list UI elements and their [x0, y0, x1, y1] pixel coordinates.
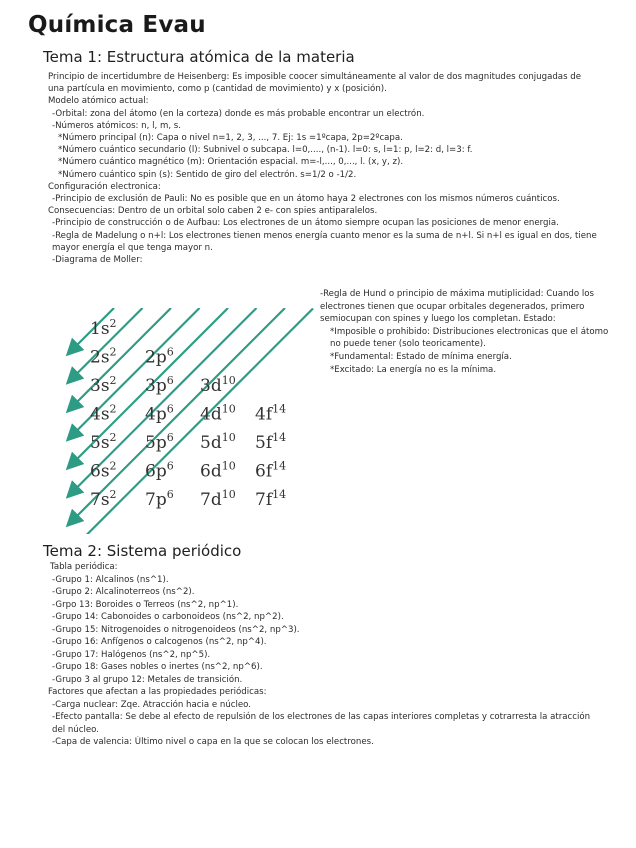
- grupo-15: -Grupo 15: Nitrogenoides o nitrogenoideos (ns^2, np^3).: [52, 624, 300, 635]
- tema2-body: [48, 561, 616, 749]
- page-title: Química Evau: [28, 12, 206, 38]
- orbital-label: $4d^{10}$: [200, 402, 236, 425]
- grupo-13: -Grpo 13: Boroides o Terreos (ns^2, np^1).: [52, 599, 239, 610]
- orbital-definition: -Orbital: zona del átomo (en la corteza) donde es más probable encontrar un electrón.: [52, 108, 425, 119]
- numero-secundario: *Número cuántico secundario (l): Subnivel o subcapa. l=0,...., (n-1). l=0: s, l=1: p, l=2: d, l=3: f.: [58, 145, 473, 156]
- orbital-label: $1s^2$: [90, 317, 117, 339]
- orbital-label: $4p^6$: [145, 402, 174, 425]
- factores-heading: Factores que afectan a las propiedades periódicas:: [48, 687, 267, 697]
- grupo-14: -Grupo 14: Cabonoides o carbonoideos (ns^2, np^2).: [52, 612, 284, 622]
- efecto-pantalla: -Efecto pantalla: Se debe al efecto de repulsión de los electrones de las capas interiores completas y cotrarresta la atracción del núcleo.: [52, 712, 591, 735]
- orbital-label: $5f^{14}$: [255, 431, 287, 453]
- orbital-label: $2p^6$: [145, 345, 174, 368]
- estado-fundamental: *Fundamental: Estado de mínima energía.: [330, 351, 512, 362]
- heisenberg-principle: Principio de incertidumbre de Heisenberg: Es imposible coocer simultáneamente al valor de dos magnitudes conjugadas de una partícula en movimiento, como p (cantidad de movimiento) y x (posición).: [48, 72, 582, 95]
- madelung-rule: -Regla de Madelung o n+l: Los electrones tienen menos energía cuanto menor es la suma de n+l. Si n+l es igual en dos, tiene mayor energía el que tenga mayor n.: [52, 230, 597, 253]
- capa-valencia: -Capa de valencia: Último nivel o capa en la que se colocan los electrones.: [52, 737, 374, 747]
- orbital-label: $2s^2$: [90, 345, 117, 368]
- consecuencias: Consecuencias: Dentro de un orbital solo caben 2 e- con spies antiparalelos.: [48, 206, 378, 217]
- hund-rule-block: [320, 288, 616, 376]
- orbital-label: $7s^2$: [90, 488, 117, 510]
- configuracion-heading: Configuración electronica:: [48, 181, 161, 192]
- estado-imposible: *Imposible o prohibido: Distribuciones electronicas que el átomo no puede tener (solo teoricamente).: [330, 326, 609, 350]
- hund-rule: -Regla de Hund o principio de máxima mutiplicidad: Cuando los electrones tienen que ocupar orbitales degenerados, primero semiocupan con spines y luego los completan. Estado:: [320, 289, 594, 325]
- numeros-atomicos: -Números atómicos: n, l, m, s.: [52, 120, 181, 131]
- orbital-label: $5d^{10}$: [200, 431, 236, 453]
- tabla-heading: Tabla periódica:: [50, 562, 118, 572]
- orbital-label: $6s^2$: [90, 459, 117, 482]
- modelo-heading: Modelo atómico actual:: [48, 96, 149, 107]
- grupo-3-12: -Grupo 3 al grupo 12: Metales de transición.: [52, 674, 243, 685]
- tema1-body: [48, 71, 616, 266]
- aufbau-principle: -Principio de construcción o de Aufbau: Los electrones de un átomo siempre ocupan las posiciones de menor energia.: [52, 218, 559, 229]
- numero-magnetico: *Número cuántico magnético (m): Orientación espacial. m=-l,..., 0,..., l. (x, y, z).: [58, 157, 404, 168]
- orbital-label: $7f^{14}$: [255, 488, 287, 510]
- orbital-label: $5s^2$: [90, 431, 117, 453]
- orbital-label: $5p^6$: [145, 431, 174, 453]
- orbital-label: $4s^2$: [90, 402, 117, 425]
- pauli-principle: -Principio de exclusión de Pauli: No es posible que en un átomo haya 2 electrones con los mismos números cuánticos.: [52, 194, 560, 205]
- grupo-2: -Grupo 2: Alcalinoterreos (ns^2).: [52, 587, 195, 597]
- tema2-heading: Tema 2: Sistema periódico: [43, 542, 242, 560]
- tema1-heading: Tema 1: Estructura atómica de la materia: [43, 48, 355, 66]
- carga-nuclear: -Carga nuclear: Zqe. Atracción hacia e núcleo.: [52, 699, 252, 710]
- moller-heading: -Diagrama de Moller:: [52, 255, 143, 266]
- grupo-1: -Grupo 1: Alcalinos (ns^1).: [52, 574, 169, 585]
- estado-excitado: *Excitado: La energía no es la mínima.: [330, 364, 497, 375]
- orbital-label: $3s^2$: [90, 374, 117, 396]
- orbital-label: $6d^{10}$: [200, 459, 236, 482]
- orbital-label: $4f^{14}$: [255, 402, 287, 425]
- orbital-label: $7p^6$: [145, 488, 174, 510]
- orbital-label: $3d^{10}$: [200, 374, 236, 396]
- grupo-16: -Grupo 16: Anfígenos o calcogenos (ns^2, np^4).: [52, 637, 267, 647]
- grupo-17: -Grupo 17: Halógenos (ns^2, np^5).: [52, 649, 211, 660]
- orbital-label: $6p^6$: [145, 459, 174, 482]
- orbital-label: $7d^{10}$: [200, 488, 236, 510]
- orbital-label: $6f^{14}$: [255, 459, 287, 482]
- orbital-label: $3p^6$: [145, 374, 174, 396]
- grupo-18: -Grupo 18: Gases nobles o inertes (ns^2, np^6).: [52, 662, 263, 672]
- moller-diagram: [58, 308, 318, 534]
- numero-spin: *Número cuántico spin (s): Sentido de giro del electrón. s=1/2 o -1/2.: [58, 169, 357, 180]
- numero-principal: *Número principal (n): Capa o nivel n=1, 2, 3, ..., 7. Ej: 1s =1ºcapa, 2p=2ºcapa.: [58, 133, 403, 144]
